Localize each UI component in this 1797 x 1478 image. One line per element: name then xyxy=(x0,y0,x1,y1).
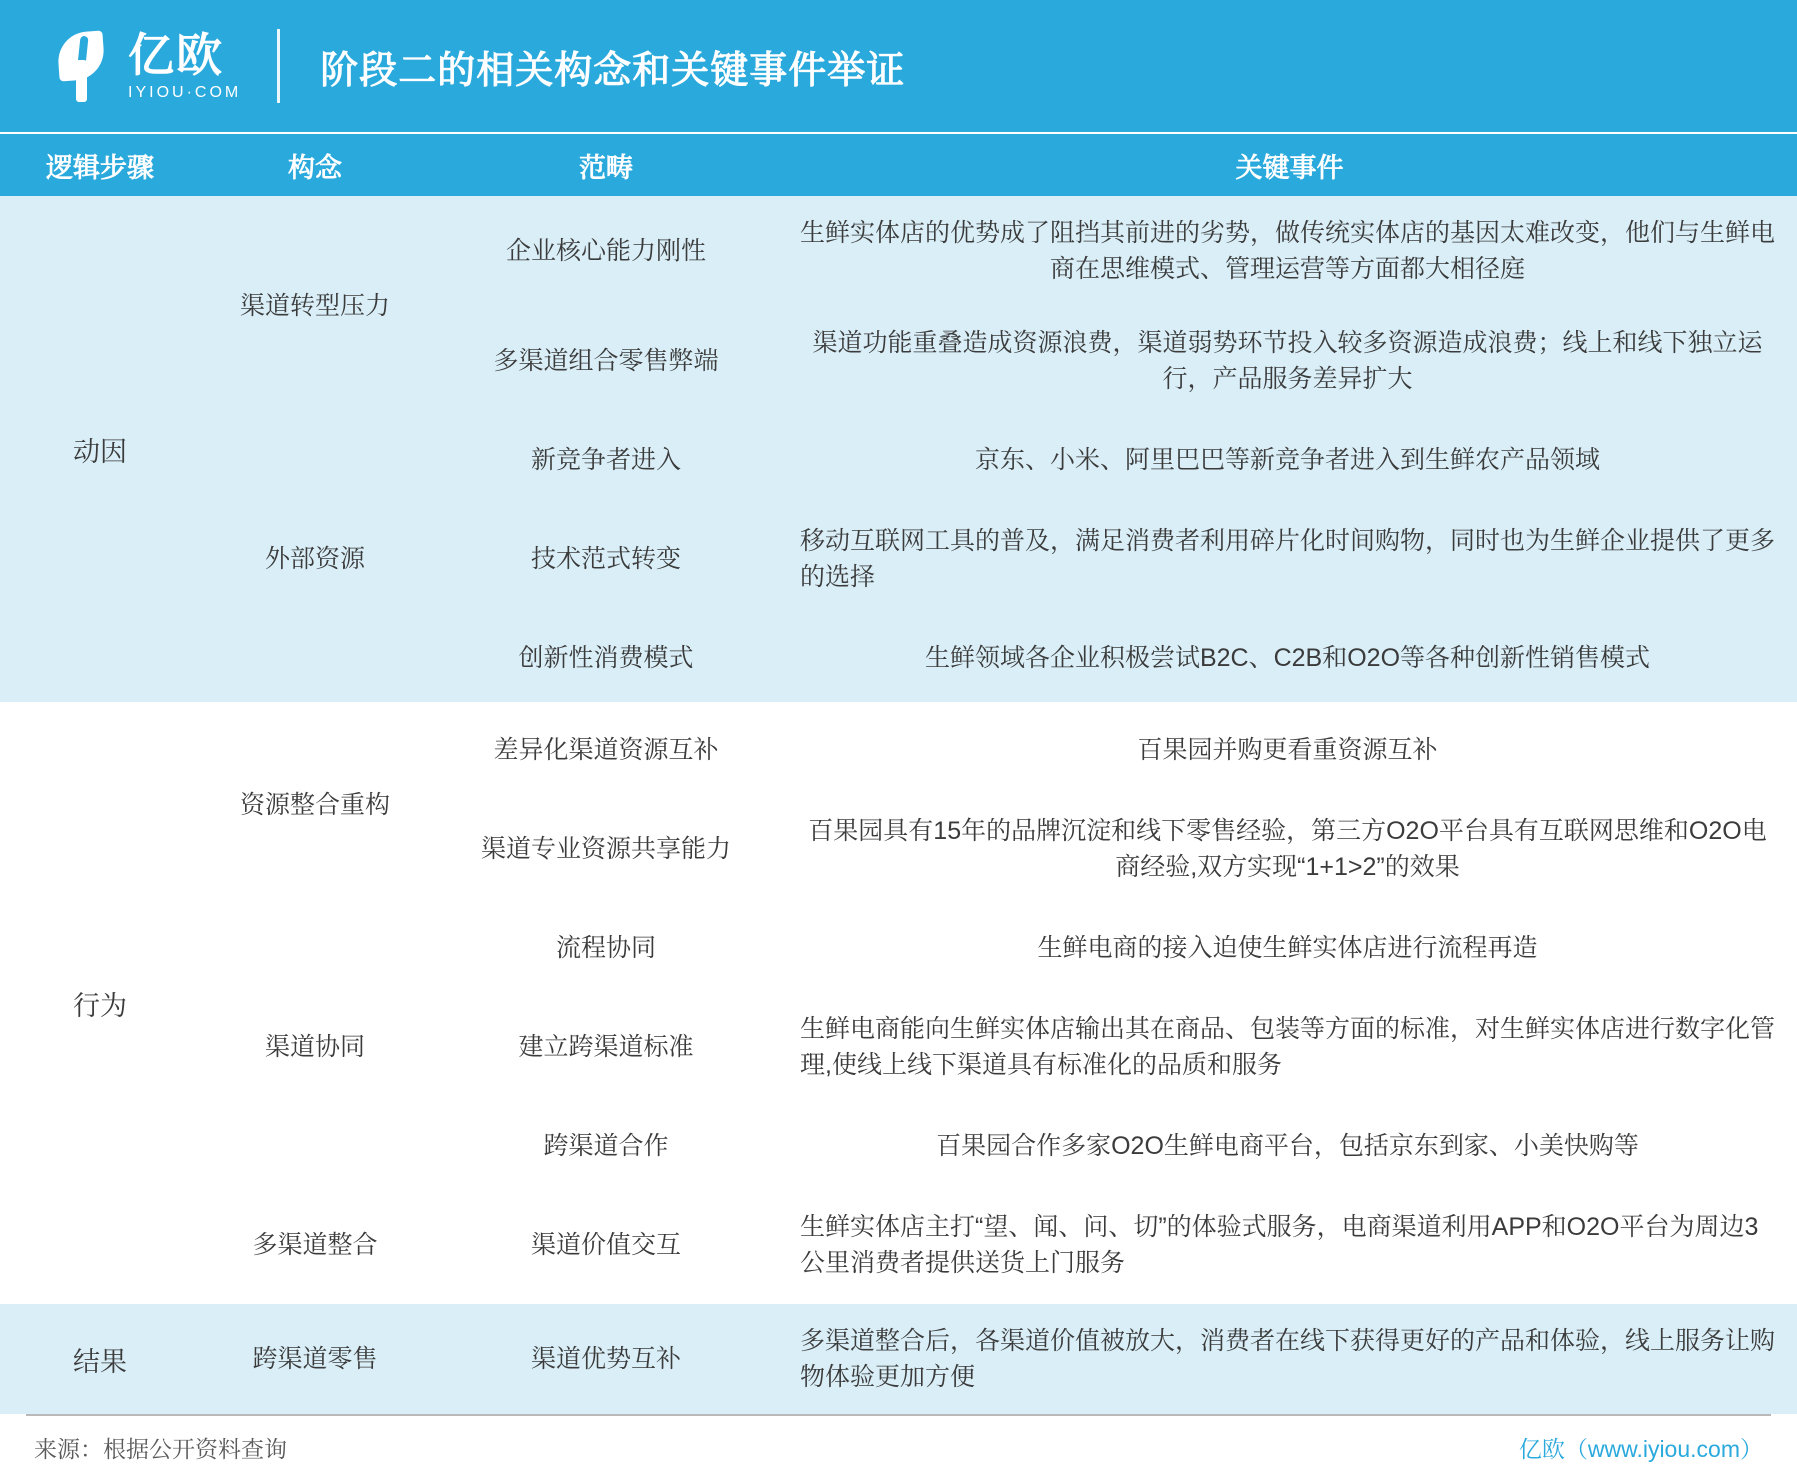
column-header-construct: 构念 xyxy=(288,152,342,183)
step-label-action: 行为 xyxy=(73,990,127,1021)
table-column-header xyxy=(0,132,1797,196)
footer-brand: 亿欧（www.iyiou.com） xyxy=(1518,1435,1763,1462)
brand-name-cn: 亿欧 xyxy=(128,28,224,81)
construct-group xyxy=(200,416,1797,702)
brand-logo xyxy=(52,30,241,102)
construct-group xyxy=(200,706,1797,904)
construct-group xyxy=(200,1304,1797,1414)
event-text: 渠道功能重叠造成资源浪费，渠道弱势环节投入较多资源造成浪费；线上和线下独立运行，产品服务差异扩大 xyxy=(812,328,1763,393)
category-label: 企业核心能力刚性 xyxy=(505,236,706,265)
construct-group xyxy=(200,196,1797,416)
construct-label: 资源整合重构 xyxy=(239,790,390,819)
brand-name-en: IYIOU·COM xyxy=(128,83,242,101)
table-band-result xyxy=(0,1304,1797,1414)
construct-group xyxy=(200,1190,1797,1300)
event-text: 京东、小米、阿里巴巴等新竞争者进入到生鲜农产品领域 xyxy=(974,445,1600,474)
category-label: 差异化渠道资源互补 xyxy=(493,735,719,764)
column-header-step: 逻辑步骤 xyxy=(46,152,154,183)
step-label-result: 结果 xyxy=(73,1346,127,1377)
category-label: 渠道价值交互 xyxy=(530,1230,681,1259)
table-band-motive xyxy=(0,196,1797,702)
category-label: 多渠道组合零售弊端 xyxy=(493,346,719,375)
event-text: 生鲜电商能向生鲜实体店输出其在商品、包装等方面的标准，对生鲜实体店进行数字化管理,使线上线下渠道具有标准化的品质和服务 xyxy=(800,1014,1776,1079)
event-text: 百果园并购更看重资源互补 xyxy=(1137,735,1438,764)
construct-label: 外部资源 xyxy=(264,544,365,573)
category-label: 渠道专业资源共享能力 xyxy=(480,834,731,863)
table-row xyxy=(430,1190,1797,1300)
table-row xyxy=(430,794,1797,904)
table-row xyxy=(430,196,1797,306)
event-text: 移动互联网工具的普及，满足消费者利用碎片化时间购物，同时也为生鲜企业提供了更多的选择 xyxy=(800,526,1776,591)
table-band-action xyxy=(0,706,1797,1300)
category-label: 新竞争者进入 xyxy=(530,445,681,474)
brand-logo-text xyxy=(128,28,242,101)
category-label: 跨渠道合作 xyxy=(543,1131,669,1160)
event-text: 多渠道整合后，各渠道价值被放大，消费者在线下获得更好的产品和体验，线上服务让购物体验更加方便 xyxy=(800,1326,1776,1391)
construct-label: 多渠道整合 xyxy=(252,1230,378,1259)
category-label: 建立跨渠道标准 xyxy=(518,1032,694,1061)
construct-label: 渠道协同 xyxy=(264,1032,365,1061)
event-text: 生鲜电商的接入迫使生鲜实体店进行流程再造 xyxy=(1037,933,1538,962)
category-label: 技术范式转变 xyxy=(530,544,681,573)
source-text: 来源：根据公开资料查询 xyxy=(34,1435,287,1462)
table-row xyxy=(430,992,1797,1102)
page-header xyxy=(0,0,1797,132)
construct-label: 跨渠道零售 xyxy=(252,1344,378,1373)
page-title: 阶段二的相关构念和关键事件举证 xyxy=(320,49,906,92)
event-text: 百果园合作多家O2O生鲜电商平台，包括京东到家、小美快购等 xyxy=(936,1131,1639,1160)
category-label: 创新性消费模式 xyxy=(518,643,694,672)
table-row xyxy=(430,1304,1797,1414)
table-row xyxy=(430,416,1797,504)
event-text: 百果园具有15年的品牌沉淀和线下零售经验，第三方O2O平台具有互联网思维和O2O电商经验,双方实现“1+1>2”的效果 xyxy=(808,816,1767,881)
table-row xyxy=(430,614,1797,702)
construct-label: 渠道转型压力 xyxy=(239,291,390,320)
category-label: 流程协同 xyxy=(555,933,656,962)
page-footer xyxy=(0,1416,1797,1478)
event-text: 生鲜领域各企业积极尝试B2C、C2B和O2O等各种创新性销售模式 xyxy=(924,643,1651,672)
column-header-event: 关键事件 xyxy=(1235,152,1344,183)
table-row xyxy=(430,504,1797,614)
table-row xyxy=(430,1102,1797,1190)
table-row xyxy=(430,306,1797,416)
event-text: 生鲜实体店主打“望、闻、问、切”的体验式服务，电商渠道利用APP和O2O平台为周边3公里消费者提供送货上门服务 xyxy=(800,1212,1759,1277)
column-header-category: 范畴 xyxy=(579,152,633,183)
event-text: 生鲜实体店的优势成了阻挡其前进的劣势，做传统实体店的基因太难改变，他们与生鲜电商在思维模式、管理运营等方面都大相径庭 xyxy=(800,218,1776,283)
table-row xyxy=(430,706,1797,794)
table-row xyxy=(430,904,1797,992)
header-divider xyxy=(277,29,280,103)
step-label-motive: 动因 xyxy=(73,436,127,467)
construct-group xyxy=(200,904,1797,1190)
category-label: 渠道优势互补 xyxy=(530,1344,681,1373)
leaf-logo-icon xyxy=(52,30,114,102)
